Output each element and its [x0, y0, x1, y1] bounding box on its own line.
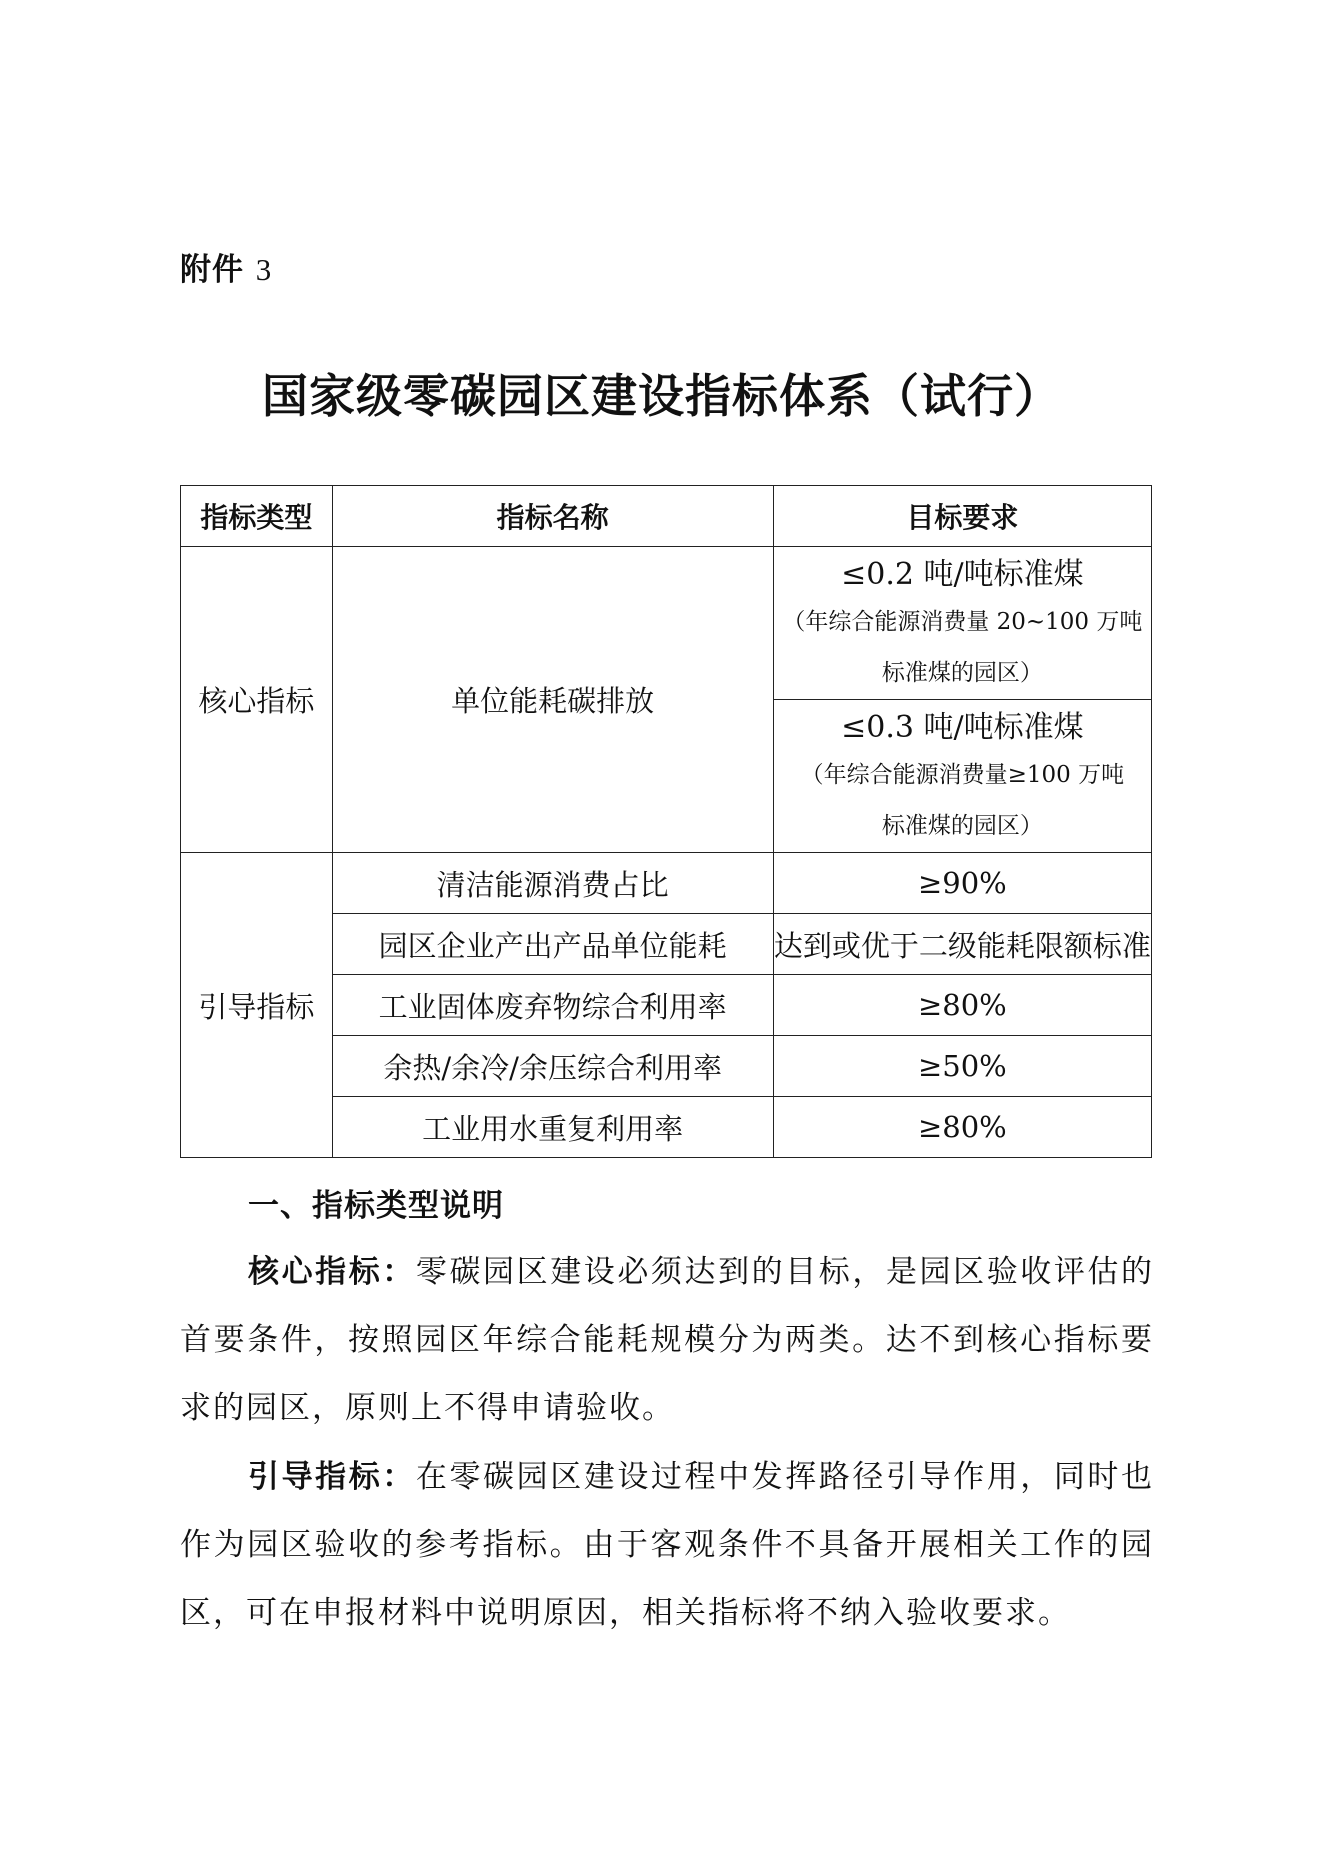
attachment-label — [180, 244, 272, 289]
core-type-cell: 核心指标 — [181, 547, 333, 853]
guide-target-cell: 达到或优于二级能耗限额标准 — [773, 914, 1151, 975]
core-target-cell-2 — [773, 700, 1151, 853]
header-name: 指标名称 — [332, 486, 773, 547]
table-header-row — [181, 486, 1152, 547]
table-row — [181, 547, 1152, 700]
target-note-line1: （年综合能源消费量 20~100 万吨 — [782, 609, 1143, 635]
guide-target-cell: ≥50% — [773, 1036, 1151, 1097]
section-heading: 一、指标类型说明 — [248, 1188, 504, 1224]
document-title: 国家级零碳园区建设指标体系（试行） — [262, 369, 1061, 423]
paragraph-guide — [180, 1443, 1154, 1647]
target-note-line1: （年综合能源消费量≥100 万吨 — [800, 762, 1125, 788]
guide-name-cell: 工业用水重复利用率 — [332, 1097, 773, 1158]
guide-name-cell: 余热/余冷/余压综合利用率 — [332, 1036, 773, 1097]
table-row — [181, 853, 1152, 914]
target-value: ≤0.2 吨/吨标准煤 — [841, 557, 1084, 592]
attachment-number: 3 — [255, 252, 273, 287]
indicator-table — [180, 485, 1152, 1158]
paragraph-lead: 引导指标： — [248, 1459, 416, 1495]
guide-name-cell: 工业固体废弃物综合利用率 — [332, 975, 773, 1036]
core-name-cell: 单位能耗碳排放 — [332, 547, 773, 853]
header-target: 目标要求 — [773, 486, 1151, 547]
guide-target-cell: ≥90% — [773, 853, 1151, 914]
paragraph-lead: 核心指标： — [248, 1254, 416, 1290]
guide-name-cell: 清洁能源消费占比 — [332, 853, 773, 914]
paragraph-core — [180, 1238, 1154, 1442]
target-note-line2: 标准煤的园区） — [881, 813, 1043, 839]
guide-name-cell: 园区企业产出产品单位能耗 — [332, 914, 773, 975]
guide-type-cell: 引导指标 — [181, 853, 333, 1158]
header-type: 指标类型 — [181, 486, 333, 547]
guide-target-cell: ≥80% — [773, 975, 1151, 1036]
target-value: ≤0.3 吨/吨标准煤 — [841, 710, 1084, 745]
attachment-text: 附件 — [180, 252, 244, 288]
paragraph-body: 在零碳园区建设过程中发挥路径引导作用，同时也作为园区验收的参考指标。由于客观条件不具备开展相关工作的园区，可在申报材料中说明原因，相关指标将不纳入验收要求。 — [180, 1459, 1155, 1631]
core-target-cell-1 — [773, 547, 1151, 700]
guide-target-cell: ≥80% — [773, 1097, 1151, 1158]
paragraph-body: 零碳园区建设必须达到的目标，是园区验收评估的首要条件，按照园区年综合能耗规模分为两类。达不到核心指标要求的园区，原则上不得申请验收。 — [180, 1254, 1155, 1426]
target-note-line2: 标准煤的园区） — [881, 660, 1043, 686]
